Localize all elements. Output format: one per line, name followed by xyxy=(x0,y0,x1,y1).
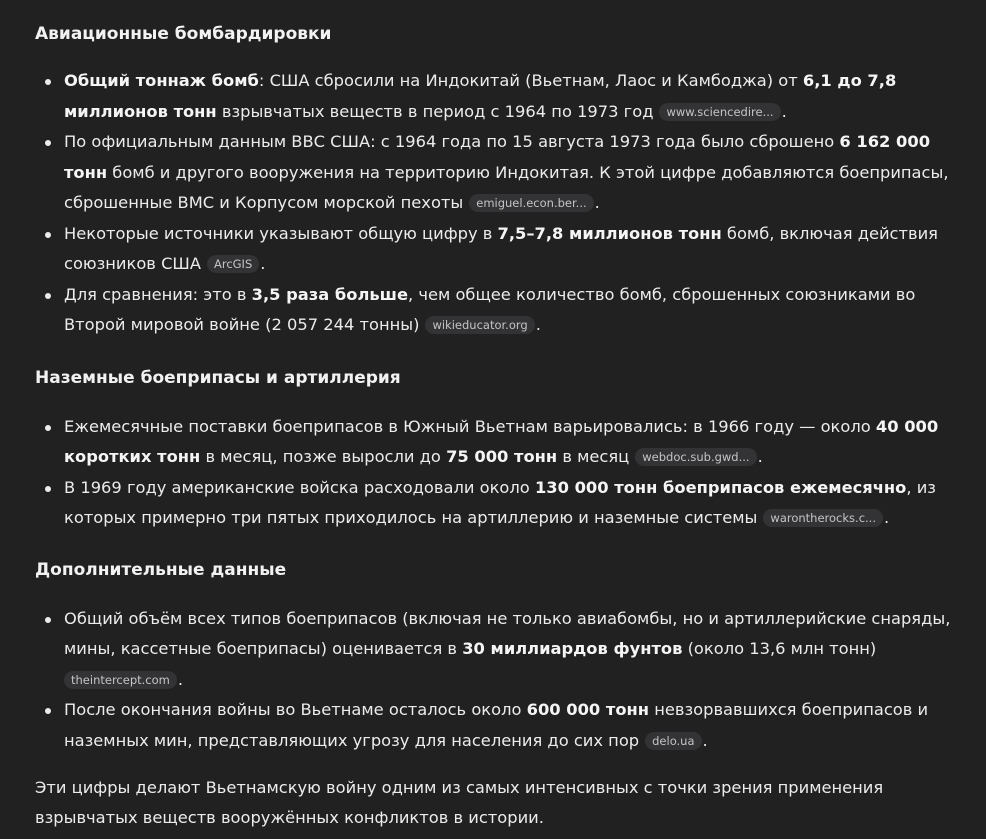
text: бомб и другого вооружения на территорию Индокитая. К этой цифре добавляются боеприпасы, сброшенные ВМС и Корпусом морской пехоты xyxy=(64,162,949,212)
section-heading-aviation: Авиационные бомбардировки xyxy=(35,24,332,44)
bold-text: 6 162 000 тонн xyxy=(64,132,931,182)
period: . xyxy=(535,315,541,334)
text: Ежемесячные поставки боеприпасов в Южный Вьетнам варьировались: в 1966 году — около xyxy=(64,416,876,436)
period: . xyxy=(594,193,600,212)
list-item xyxy=(35,604,972,696)
citation-chip[interactable]: theintercept.com xyxy=(64,671,177,689)
bold-text: 7,5–7,8 миллионов тонн xyxy=(497,223,722,243)
text: Общий объём всех типов боеприпасов (включая не только авиабомбы, но и артиллерийские снаряды, мины, кассетные боеприпасы) оценивается в xyxy=(64,608,951,658)
bold-text: 3,5 раза больше xyxy=(251,284,408,304)
text: : США сбросили на Индокитай (Вьетнам, Лаос и Камбоджа) от xyxy=(258,71,803,90)
list-item xyxy=(35,127,972,219)
text: Некоторые источники указывают общую цифру в xyxy=(64,223,498,243)
list-item xyxy=(35,412,972,473)
period: . xyxy=(177,669,184,689)
text: (около 13,6 млн тонн) xyxy=(682,639,877,658)
text: В 1969 году американские войска расходовали около xyxy=(64,477,535,497)
period: . xyxy=(781,101,787,121)
list-item xyxy=(35,695,972,756)
section-heading-ground-munitions: Наземные боеприпасы и артиллерия xyxy=(35,367,401,388)
period: . xyxy=(702,730,708,750)
aviation-list xyxy=(35,66,972,341)
ground-munitions-list xyxy=(35,412,972,534)
bold-text: 40 000 коротких тонн xyxy=(64,416,939,466)
period: . xyxy=(757,447,763,466)
text: бомб, включая действия союзников США xyxy=(64,223,938,273)
citation-chip[interactable]: emiguel.econ.ber... xyxy=(469,194,593,212)
bold-text: Общий тоннаж бомб xyxy=(64,71,259,90)
period: . xyxy=(883,508,890,527)
bold-text: 6,1 до 7,8 миллионов тонн xyxy=(64,71,897,121)
citation-chip[interactable]: www.sciencedire... xyxy=(659,103,780,121)
citation-chip[interactable]: webdoc.sub.gwd... xyxy=(635,448,756,466)
text: По официальным данным ВВС США: с 1964 года по 15 августа 1973 года было сброшено xyxy=(64,132,840,151)
text: в месяц xyxy=(557,447,630,466)
text: невзорвавшихся боеприпасов и наземных мин, представляющих угрозу для населения до сих пор xyxy=(64,700,929,750)
bold-text: 130 000 тонн боеприпасов ежемесячно xyxy=(534,477,907,497)
text: , из которых примерно три пятых приходилось на артиллерию и наземные системы xyxy=(64,477,936,527)
list-item xyxy=(35,66,972,127)
list-item xyxy=(35,473,972,534)
text: Для сравнения: это в xyxy=(64,284,252,304)
section-heading-additional-data: Дополнительные данные xyxy=(35,559,287,580)
bold-text: 600 000 тонн xyxy=(526,700,650,719)
text: После окончания войны во Вьетнаме осталось около xyxy=(64,700,527,719)
bold-text: 30 миллиардов фунтов xyxy=(462,639,683,658)
citation-chip[interactable]: warontherocks.c... xyxy=(763,509,883,527)
citation-chip[interactable]: wikieducator.org xyxy=(425,316,534,334)
list-item xyxy=(35,280,972,341)
text: , чем общее количество бомб, сброшенных союзниками во Второй мировой войне (2 057 244 тонны) xyxy=(64,284,916,334)
conclusion-paragraph: Эти цифры делают Вьетнамскую войну одним из самых интенсивных с точки зрения применения взрывчатых веществ вооружённых конфликтов в истории. xyxy=(35,778,884,827)
additional-data-list xyxy=(35,604,972,757)
text: в месяц, позже выросли до xyxy=(200,447,447,466)
citation-chip[interactable]: delo.ua xyxy=(645,732,701,750)
citation-chip[interactable]: ArcGIS xyxy=(207,255,259,273)
bold-text: 75 000 тонн xyxy=(446,447,558,466)
text: взрывчатых веществ в период с 1964 по 1973 год xyxy=(216,101,654,121)
period: . xyxy=(260,254,266,273)
list-item xyxy=(35,219,972,280)
